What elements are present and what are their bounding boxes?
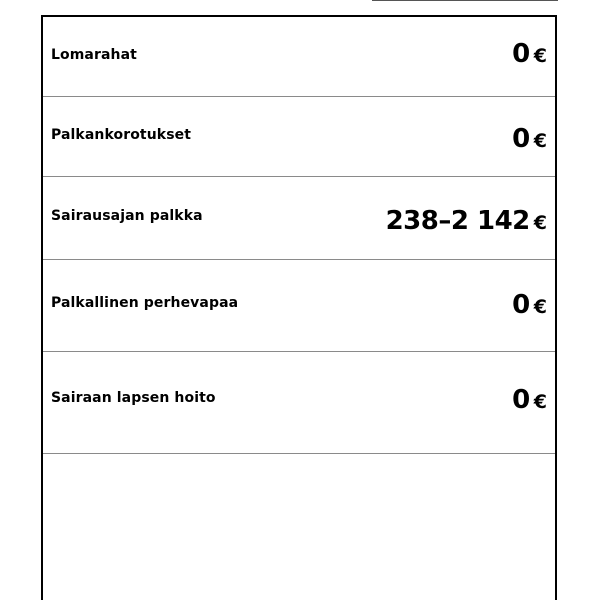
benefit-amount: 0 <box>512 385 530 415</box>
benefit-value <box>386 206 547 238</box>
currency-symbol: € <box>533 296 547 318</box>
benefit-row-palkallinen-perhevapaa <box>43 260 555 352</box>
currency-symbol: € <box>533 130 547 152</box>
benefit-row-sairaan-lapsen-hoito <box>43 352 555 454</box>
benefit-label: Lomarahat <box>51 47 137 63</box>
benefit-label: Palkankorotukset <box>51 127 192 143</box>
benefit-label: Palkallinen perhevapaa <box>51 295 239 311</box>
benefit-row-palkankorotukset <box>43 96 555 177</box>
benefit-value <box>512 124 547 156</box>
benefit-value <box>512 290 547 322</box>
currency-symbol: € <box>533 212 547 234</box>
empty-area <box>43 454 555 600</box>
benefit-value <box>512 39 547 71</box>
currency-symbol: € <box>533 45 547 67</box>
benefit-row-sairausajan-palkka <box>43 177 555 260</box>
benefits-panel <box>41 15 557 600</box>
benefit-amount: 0 <box>512 124 530 154</box>
benefit-row-lomarahat <box>43 17 555 97</box>
benefit-amount: 0 <box>512 290 530 320</box>
benefit-amount: 238–2 142 <box>385 206 530 236</box>
benefit-label: Sairaan lapsen hoito <box>51 390 216 406</box>
top-underline <box>372 0 558 1</box>
benefit-value <box>512 385 547 417</box>
benefit-amount: 0 <box>512 39 530 69</box>
benefit-label: Sairausajan palkka <box>51 208 203 224</box>
currency-symbol: € <box>533 391 547 413</box>
